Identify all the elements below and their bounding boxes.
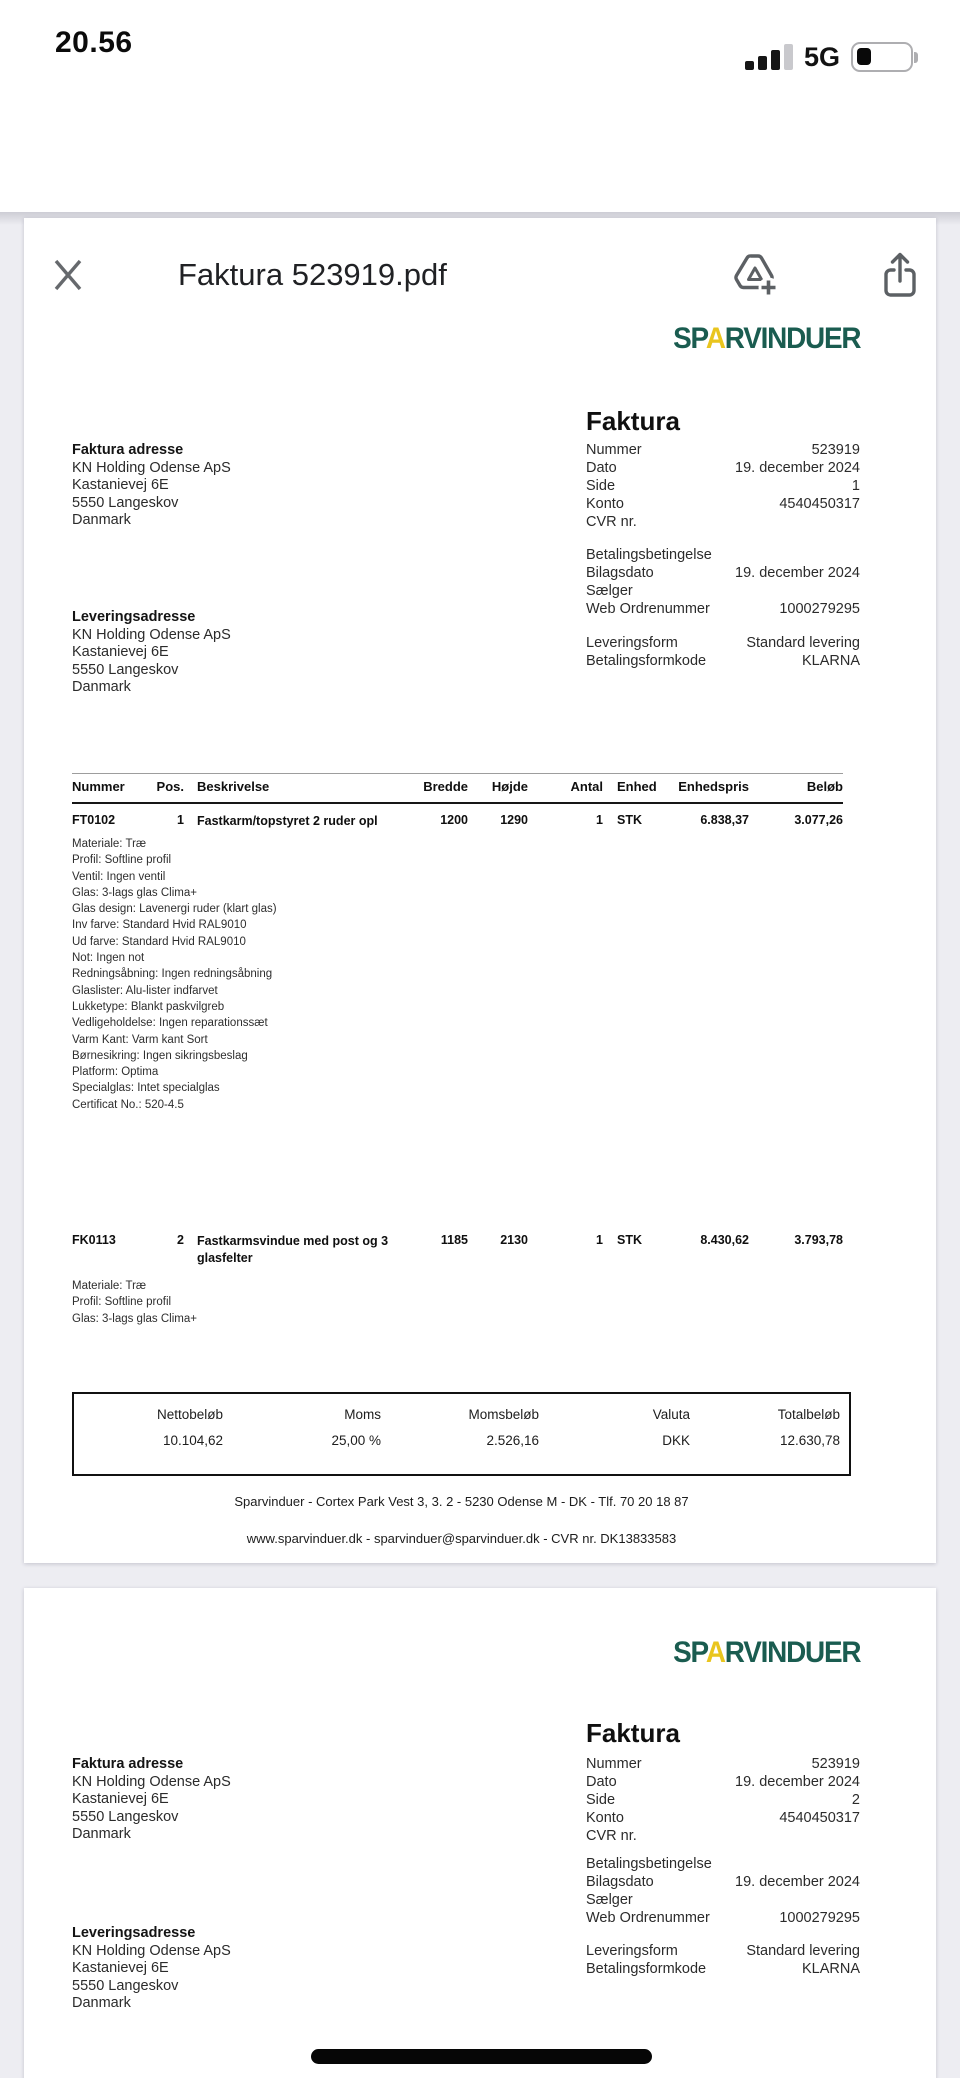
document-title: Faktura 523919.pdf bbox=[178, 257, 447, 292]
billing-address: Faktura adresse KN Holding Odense ApS Kastanievej 6E 5550 Langeskov Danmark bbox=[72, 442, 231, 528]
home-indicator[interactable] bbox=[311, 2049, 652, 2064]
sparvinduer-logo: SPARVINDUER bbox=[672, 1636, 860, 1669]
invoice-meta-primary: Nummer 523919 Dato 19. december 2024 Side 1 Konto 4540450317 CVR nr. bbox=[586, 442, 860, 530]
pdf-scroll-area[interactable] bbox=[0, 212, 960, 2078]
status-icons bbox=[745, 40, 913, 74]
invoice-meta-delivery: Leveringsform Standard levering Betalingsformkode KLARNA bbox=[586, 1943, 860, 1977]
pdf-page-2 bbox=[24, 1588, 936, 2078]
status-bar bbox=[0, 0, 960, 90]
invoice-meta-primary: Nummer 523919 Dato 19. december 2024 Side 2 Konto 4540450317 CVR nr. bbox=[586, 1756, 860, 1844]
add-to-drive-button[interactable] bbox=[729, 248, 781, 300]
table-row: FT0102 1 Fastkarm/topstyret 2 ruder opl 1200 1290 1 STK 6.838,37 3.077,26 bbox=[72, 813, 843, 828]
cellular-signal-icon bbox=[745, 44, 793, 70]
item-specifications: Materiale: Træ Profil: Softline profil Ventil: Ingen ventil Glas: 3-lags glas Clima+ Glas design: Lavenergi ruder (klart glas) Inv farve: Standard Hvid RAL9010 Ud farve: Standard Hvid RAL9010 Not: Ingen not Redningsåbning: Ingen redningsåbning Glaslister: Alu-lister indfarvet Lukketype: Blankt paskvilgreb Vedligeholdelse: Ingen reparationssæt Varm Kant: Varm kant Sort Børnesikring: Ingen sikringsbeslag Platform: Optima Specialglas: Intet specialglas Certificat No.: 520-4.5 bbox=[72, 838, 277, 1111]
app-bar bbox=[0, 90, 960, 292]
invoice-meta-payment: Betalingsbetingelse Bilagsdato 19. december 2024 Sælger Web Ordrenummer 1000279295 bbox=[586, 1856, 860, 1926]
sparvinduer-logo: SPARVINDUER bbox=[672, 322, 860, 355]
clock: 20.56 bbox=[55, 26, 133, 59]
invoice-heading: Faktura bbox=[586, 406, 680, 436]
item-specifications: Materiale: Træ Profil: Softline profil Glas: 3-lags glas Clima+ bbox=[72, 1280, 197, 1325]
share-button[interactable] bbox=[874, 248, 926, 300]
company-footer-line1: Sparvinduer - Cortex Park Vest 3, 3. 2 - 5230 Odense M - DK - Tlf. 70 20 18 87 bbox=[234, 1494, 689, 1509]
shipping-address: Leveringsadresse KN Holding Odense ApS Kastanievej 6E 5550 Langeskov Danmark bbox=[72, 1925, 231, 2011]
network-type-label: 5G bbox=[803, 41, 840, 72]
billing-address: Faktura adresse KN Holding Odense ApS Kastanievej 6E 5550 Langeskov Danmark bbox=[72, 1756, 231, 1842]
shipping-address: Leveringsadresse KN Holding Odense ApS Kastanievej 6E 5550 Langeskov Danmark bbox=[72, 609, 231, 695]
totals-box: Nettobeløb Moms Momsbeløb Valuta Totalbeløb 10.104,62 25,00 % 2.526,16 DKK 12.630,78 bbox=[72, 1392, 851, 1476]
share-icon bbox=[874, 248, 926, 300]
battery-icon bbox=[851, 42, 913, 72]
table-row: FK0113 2 Fastkarmsvindue med post og 3 glasfelter 1185 2130 1 STK 8.430,62 3.793,78 bbox=[72, 1233, 843, 1265]
close-icon bbox=[46, 253, 90, 297]
pdf-page-1 bbox=[24, 218, 936, 1563]
company-footer-line2: www.sparvinduer.dk - sparvinduer@sparvinduer.dk - CVR nr. DK13833583 bbox=[246, 1531, 677, 1546]
line-items-header: Nummer Pos. Beskrivelse Bredde Højde Antal Enhed Enhedspris Beløb bbox=[72, 773, 843, 804]
invoice-meta-payment: Betalingsbetingelse Bilagsdato 19. december 2024 Sælger Web Ordrenummer 1000279295 bbox=[586, 547, 860, 617]
invoice-heading: Faktura bbox=[586, 1718, 680, 1748]
add-to-drive-icon bbox=[729, 248, 781, 300]
invoice-meta-delivery: Leveringsform Standard levering Betalingsformkode KLARNA bbox=[586, 635, 860, 669]
close-button[interactable] bbox=[46, 253, 90, 297]
